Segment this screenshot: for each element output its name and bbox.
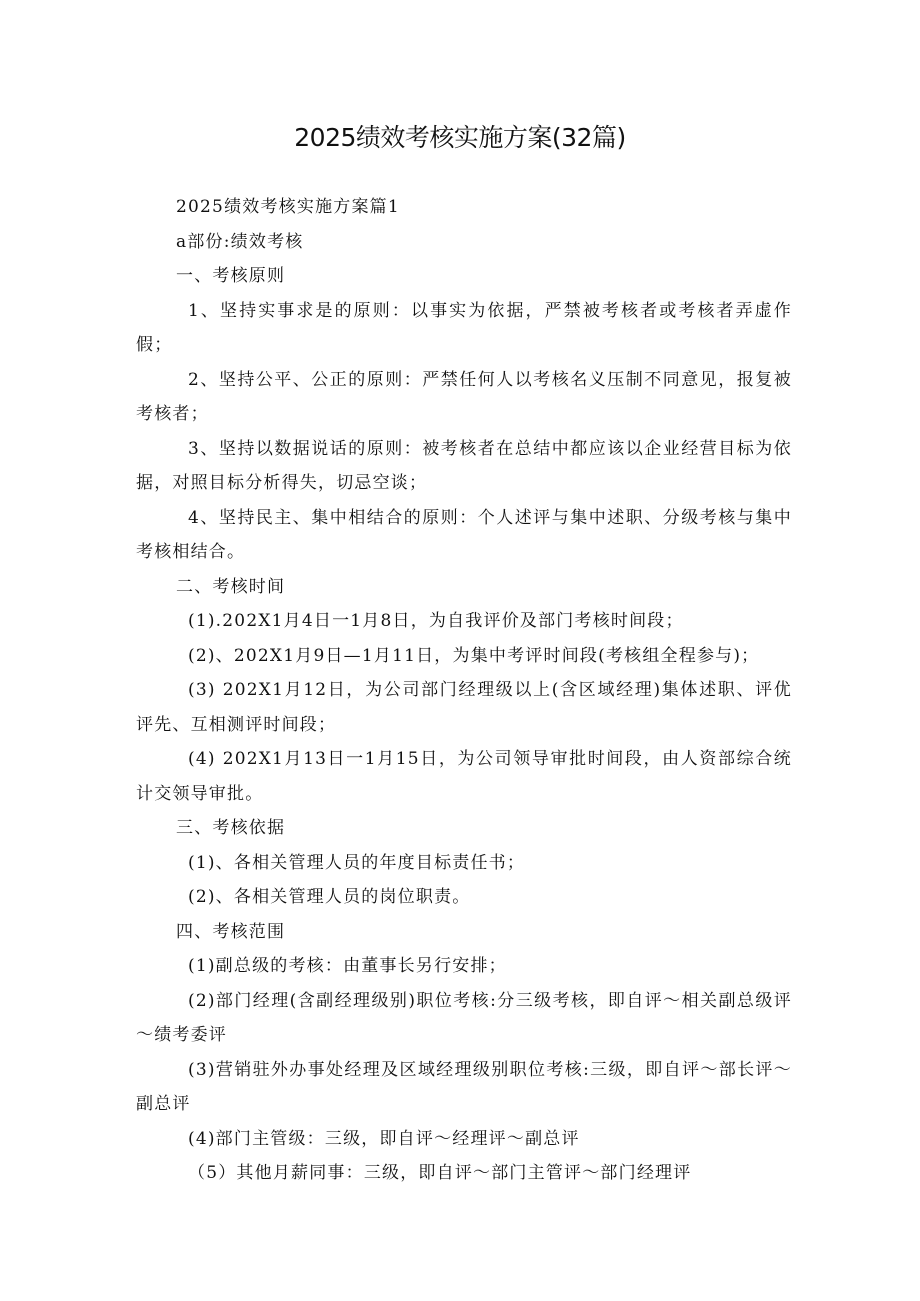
paragraph: (3)营销驻外办事处经理及区域经理级别职位考核:三级，即自评～部长评～副总评 <box>136 1059 792 1114</box>
chapter-heading: 二、考核时间 <box>176 576 286 597</box>
chapter-heading: 一、考核原则 <box>176 266 286 286</box>
chapter-heading: 四、考核范围 <box>176 921 286 942</box>
section-heading: 2025绩效考核实施方案篇1 <box>176 197 400 217</box>
document-title: 2025绩效考核实施方案(32篇) <box>294 123 626 152</box>
paragraph: （5）其他月薪同事：三级，即自评～部门主管评～部门经理评 <box>188 1163 692 1183</box>
paragraph: (1).202X1月4日一1月8日，为自我评价及部门考核时间段； <box>188 611 684 631</box>
paragraph: 4、坚持民主、集中相结合的原则：个人述评与集中述职、分级考核与集中考核相结合。 <box>136 507 792 562</box>
document-body <box>136 190 792 1191</box>
chapter-heading: 三、考核依据 <box>176 818 286 838</box>
paragraph: (2)、各相关管理人员的岗位职责。 <box>188 887 471 907</box>
paragraph: (3) 202X1月12日，为公司部门经理级以上(含区域经理)集体述职、评优评先、互相测评时间段； <box>136 680 792 735</box>
paragraph: 2、坚持公平、公正的原则：严禁任何人以考核名义压制不同意见，报复被考核者； <box>136 369 792 424</box>
paragraph: (4)部门主管级：三级，即自评～经理评～副总评 <box>188 1128 580 1149</box>
paragraph: (1)、各相关管理人员的年度目标责任书； <box>188 852 526 873</box>
paragraph: 1、坚持实事求是的原则：以事实为依据，严禁被考核者或考核者弄虚作假； <box>136 300 792 355</box>
paragraph: (2)、202X1月9日—1月11日，为集中考评时间段(考核组全程参与)； <box>188 645 760 666</box>
paragraph: (2)部门经理(含副经理级别)职位考核:分三级考核，即自评～相关副总级评～绩考委评 <box>136 990 792 1045</box>
part-heading: a部份:绩效考核 <box>176 231 304 252</box>
paragraph: 3、坚持以数据说话的原则：被考核者在总结中都应该以企业经营目标为依据，对照目标分析得失，切忌空谈； <box>136 438 792 493</box>
paragraph: (1)副总级的考核：由董事长另行安排； <box>188 956 507 976</box>
paragraph: (4) 202X1月13日一1月15日，为公司领导审批时间段，由人资部综合统计交领导审批。 <box>136 749 792 804</box>
